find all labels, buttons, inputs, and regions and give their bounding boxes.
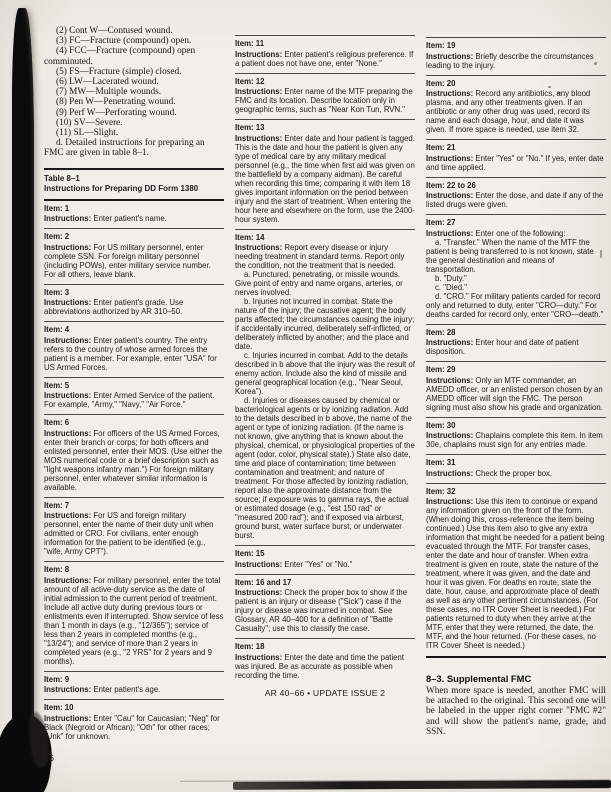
item-number: Item: 27 [426,218,456,227]
item-instructions: Instructions: Enter "Cau" for Caucasian; "Neg" for Black (Negroid or African); "Oth" for other races; "Unk" for unknown. [44,713,220,741]
wound-abbreviation-line: (2) Cont W—Contused wound. [56,26,173,36]
item-instructions: Instructions: Record any antibiotics, any blood plasma, and any other treatments given. If an antibiotic or any other drug was used, record its name and each dosage, hour, and date it was given. If more space is needed, use item 32. [426,89,591,134]
item-subparagraph: b. "Duty." [435,273,467,283]
item-number: Item: 21 [426,143,456,152]
scan-binding-artifact [12,8,34,784]
table-item-28 [426,324,606,362]
section-8-3-body: When more space is needed, another FMC will be attached to the original. This second one will be labeled in the upper right corner "FMC #2" and will show the patient's name, grade, and SSN. [426,686,606,737]
table-item-19 [426,37,606,75]
table-item-16-and-17 [235,574,415,639]
item-instructions: Instructions: Enter patient's age. [44,685,161,695]
table-item-6 [44,414,224,497]
table-item-5 [44,377,224,415]
item-instructions: Instructions: Enter "Yes" or "No." [235,559,353,569]
item-number: Item: 6 [44,418,70,428]
column-left [44,26,224,763]
wound-abbreviation-line: (4) FCC—Fracture (compound) open comminuted. [44,46,196,67]
item-subparagraph: a. "Transfer." When the name of the MTF the patient is being transferred to is not known, state the general destination and means of transportation. [426,237,594,274]
wound-abbreviation-line: (9) Perf W—Perforating wound. [56,107,177,118]
item-number: Item: 16 and 17 [235,577,292,587]
item-number: Item: 1 [44,203,70,213]
table-item-20 [426,75,606,140]
item-instructions: Instructions: Enter "Yes" or "No." If yes, enter date and time applied. [426,153,604,172]
table-item-1 [44,201,224,229]
table-item-8 [44,561,224,671]
item-instructions: Instructions: Enter name of the MTF preparing the FMC and its location. Describe location only in geographic terms, such as "Near Kon Tun, RVN." [235,87,413,114]
item-subparagraph: b. Injuries not incurred in combat. State the nature of the injury; the causative agent; the body parts affected; the circumstances causing the injury; if accidentally incurred, deliberately self-inflicted, or deliberately inflicted by another; and the place and date. [235,297,415,351]
item-number: Item: 31 [426,458,456,467]
wound-abbreviation-line: (8) Pen W—Penetrating wound. [56,97,176,108]
item-instructions: Instructions: Enter patient's name. [44,214,167,224]
item-instructions: Instructions: Enter patient's religious preference. If a patient does not have one, enter "None." [235,49,414,68]
table-item-18 [235,638,415,685]
item-number: Item: 12 [235,76,265,86]
item-instructions: Instructions: Enter the date and time the patient was injured. Be as accurate as possible when recording the time. [235,652,405,680]
items-left-container [44,201,224,746]
table-item-22-to-26 [426,177,606,215]
table-item-11 [235,35,415,73]
table-label: Table 8–1 [44,173,80,183]
item-number: Item: 22 to 26 [426,180,476,190]
item-subparagraph: d. "CRO." For military patients carded for record only and returned to duty, enter "CRO—duty." For deaths carded for record only, enter "CRO—death." [426,291,604,319]
items-right-container [426,37,606,655]
item-number: Item: 18 [235,642,265,651]
item-instructions: Instructions: Only an MTF commander, an AMEDD officer, or an enlisted person chosen by an AMEDD officer will sign the FMC. The person signing must also show his grade and organization. [426,375,603,412]
item-number: Item: 15 [235,549,265,558]
page-number: 36 [44,752,55,763]
wound-abbreviation-line: (11) SL—Slight. [56,128,119,139]
item-instructions: Instructions: Chaplains complete this item. In item 30e, chaplains must sign for any entries made. [426,431,603,449]
table-8-1-header [44,168,224,201]
wound-abbreviation-line: (7) MW—Multiple wounds. [56,87,162,98]
item-instructions: Instructions: Report every disease or injury needing treatment in standard terms. Report only the condition, not the treatment that is needed. [235,243,405,270]
item-subparagraph: c. "Died." [435,282,467,292]
table-item-12 [235,73,415,120]
table-item-21 [426,139,606,177]
column-right [426,37,606,763]
table-item-31 [426,454,606,483]
table-item-14 [235,229,415,546]
table-item-10 [44,699,224,746]
item-number: Item: 14 [235,232,265,242]
items-middle-container [235,35,415,685]
item-number: Item: 9 [44,674,70,684]
table-item-15 [235,545,415,574]
item-number: Item: 10 [44,703,74,713]
item-number: Item: 11 [235,39,265,48]
item-subparagraph: d. Injuries or diseases caused by chemical or bacteriological agents or by ionizing radiation. Add to the details described in b above, the name of the agent or type of ionizing radiation. (If the name is not known, give anything that is known about the physical, chemical, or physiological properties of the agent (odor, color, physical state).) State also date, time and place of contamination; time between contamination and treatment; and nature of treatment. For those affected by ionizing radiation, report also the approximate distance from the source; if exposure was to gamma rays, the actual or estimated dosage (e.g., "est 150 rad" or "measured 200 rad"); and if exposed via airburst, ground burst, water surface burst, or underwater burst. [235,396,415,540]
item-subparagraph: c. Injuries incurred in combat. Add to the details described in b above that the injury was the result of enemy action. Include also the kind of missile and general geographical location (e.g., "Near Seoul, Korea"). [235,351,415,396]
item-number: Item: 20 [426,78,456,88]
item-instructions: Instructions: Enter hour and date of patient disposition. [426,338,579,356]
item-instructions: Instructions: For military personnel, enter the total amount of all active-duty service as the date of initial admission to the current period of treatment. Include all active duty during previous tours or enlistments even if interrupted. Show service of less than 1 month in days (e.g., "12/365"); service of less than 2 years in completed months (e.g., "13/24"); and service of more than 2 years in completed years (e.g., "2 YRS" for 2 years and 9 months). [44,575,224,666]
table-item-4 [44,321,224,377]
table-item-30 [426,417,606,455]
item-number: Item: 13 [235,123,265,132]
item-subparagraph: a. Punctured, penetrating, or missile wounds. Give point of entry and name organs, arteries, or nerves involved. [235,270,403,297]
column-middle [235,35,415,763]
item-instructions: Instructions: Briefly describe the circumstances leading to the injury. [426,51,594,70]
item-instructions: Instructions: For US and foreign military personnel, enter the name of their duty unit when admitted or CRO. For civilians, enter enough information for the patient to be identified (e.g., "wife, Army CPT"). [44,511,214,557]
scan-bottom-band-artifact [233,780,611,790]
table-item-3 [44,284,224,322]
wound-abbreviation-line: (10) SV—Severe. [56,117,123,128]
intro-closing-paragraph: d. Detailed instructions for preparing an FMC are given in table 8–1. [44,138,205,159]
table-item-27 [426,214,606,324]
document-footer: AR 40–66 • UPDATE ISSUE 2 [264,687,386,698]
wound-abbreviation-line: (3) FC—Fracture (compound) open. [56,36,192,47]
table-end-rule [426,656,606,658]
item-instructions: Instructions: Enter patient's country. The entry refers to the country of whose armed forces the patient is a member. For example, enter "USA" for US Armed Forces. [44,335,217,372]
table-item-2 [44,228,224,284]
item-number: Item: 4 [44,325,70,335]
item-instructions: Instructions: Check the proper box to show if the patient is an injury or disease ("Sick") case if the injury or disease was incurred in combat. See Glossary, AR 40–400 for a definition of "Battle Casualty"; use this to classify the case. [235,588,408,633]
table-item-7 [44,497,224,562]
table-item-9 [44,671,224,700]
item-number: Item: 28 [426,327,456,337]
table-item-13 [235,119,415,229]
table-title: Instructions for Preparing DD Form 1380 [44,183,199,193]
item-instructions: Instructions: Enter one of the following: [426,228,566,238]
item-instructions: Instructions: For officers of the US Armed Forces, enter their branch or corps; for both officers and enlisted personnel, enter their MOS. (Use either the MOS numerical code or a brief description such as "light weapons infantry man.") For foreign military personnel, enter whatever similar information is available. [44,428,223,492]
item-instructions: Instructions: Enter date and hour patient is tagged. This is the date and hour the patient is given any type of medical care by any military medical personnel (e.g., the time when first aid was given on the battlefield by a company aidman). Be careful when recording this time; comparing it with item 18 gives important information on the period between injury and the start of treatment. When entering the hour here and elsewhere on the form, use the 2400-hour system. [235,133,415,224]
item-number: Item: 2 [44,232,70,242]
item-number: Item: 19 [426,41,456,50]
item-number: Item: 3 [44,287,70,297]
item-instructions: Instructions: Enter the dose, and date if any of the listed drugs were given. [426,191,604,209]
item-instructions: Instructions: For US military personnel, enter complete SSN. For foreign military personnel (including POWs), enter military service number. For all others, leave blank. [44,242,211,279]
item-instructions: Instructions: Check the proper box. [426,468,553,478]
item-instructions: Instructions: Enter patient's grade. Use abbreviations authorized by AR 310–50. [44,298,184,317]
item-number: Item: 32 [426,486,456,496]
section-8-3-heading: 8–3. Supplemental FMC [426,673,532,684]
three-column-layout [44,26,606,763]
wound-abbreviation-line: (5) FS—Fracture (simple) closed. [56,66,182,77]
wound-abbreviation-line: (6) LW—Lacerated wound. [56,77,159,88]
item-instructions: Instructions: Use this item to continue or expand any information given on the front of the form. (When doing this, cross-reference the item being continued.) Use this item also to give any extra information that might be needed for a patient being evacuated through the MTF. For transfer cases, enter the date and hour of transfer. When extra treatment is given en route, state the nature of the treatment, where it was given, and the date and hour it was given. For deaths en route, state the date, hour, cause, and approximate place of death as well as any other pertinent circumstances. (For these cases, no ITR Cover Sheet is needed.) For patients returned to duty when they arrive at the MTF, enter that they were returned, the date, the MTF, and the hour returned. (For these cases, no ITR Cover Sheet is needed.) [426,497,605,650]
table-item-32 [426,483,606,656]
item-number: Item: 29 [426,365,456,374]
item-number: Item: 7 [44,500,70,510]
table-item-29 [426,361,606,417]
item-number: Item: 8 [44,565,70,575]
item-number: Item: 30 [426,420,456,430]
item-number: Item: 5 [44,380,70,390]
item-instructions: Instructions: Enter Armed Service of the patient. For example, "Army," "Navy," "Air Force." [44,391,215,410]
wound-abbreviation-list [44,26,224,138]
